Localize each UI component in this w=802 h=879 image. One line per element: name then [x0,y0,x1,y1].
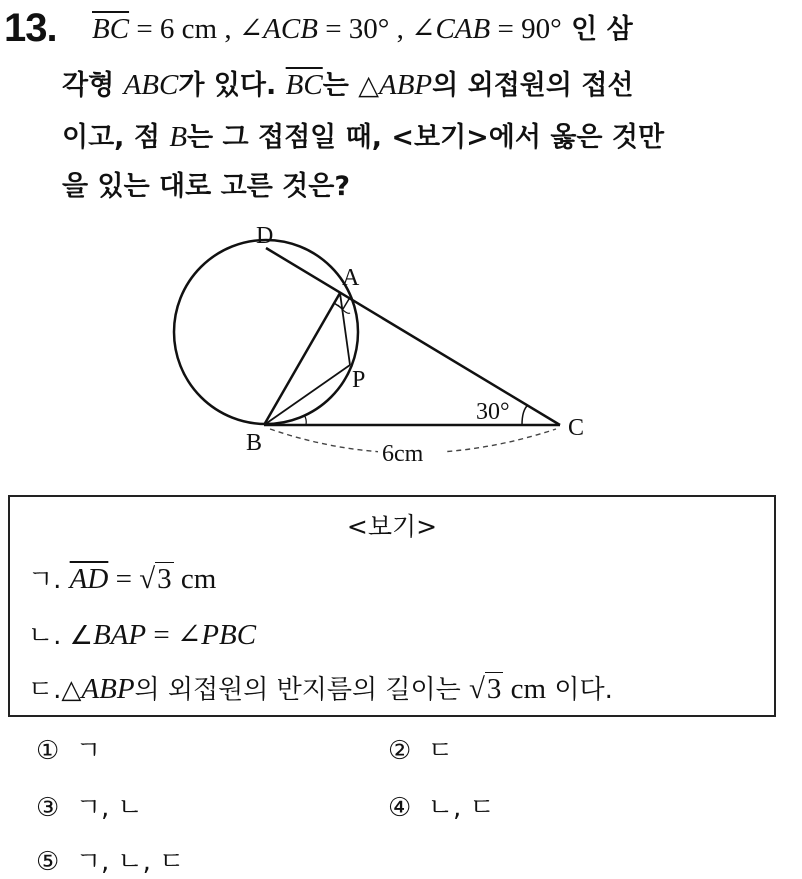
question-line-2 [62,68,634,103]
bogi-item-b [28,615,256,652]
line1-tail: 인 삼 [561,14,633,45]
line2-pre: 각형 [62,70,124,101]
choice-5-num: ⑤ [36,847,60,877]
question-line-1 [92,12,633,47]
triangle-abc: ABC [123,69,179,101]
sqrt-3-c-radicand: 3 [486,673,502,705]
line2-mid1: 가 있다. [178,70,286,101]
angle-label-30: 30° [476,399,510,425]
label-c: C [568,415,585,441]
choice-2[interactable] [388,730,453,767]
label-d: D [256,223,274,249]
bogi-a-marker: ㄱ. [28,565,70,595]
segment-ap-line [340,293,350,365]
bogi-b-eq: = ∠ [146,619,202,651]
label-a: A [342,265,360,291]
bogi-item-c [28,669,613,706]
angle-arc-pbc [304,415,306,425]
choice-1-num: ① [36,736,60,766]
line2-mid2: 는 △ [322,70,379,101]
line2-tail: 의 외접원의 접선 [432,70,634,101]
line3-pre: 이고, 점 [62,122,170,153]
choice-2-num: ② [388,736,412,766]
eq-cab: = 90° [490,13,562,45]
angle-acb: ACB [263,13,318,45]
point-b: B [169,121,188,153]
eq-acb: = 30° , ∠ [317,13,436,45]
angle-pbc: PBC [201,619,257,651]
angle-cab: CAB [435,13,491,45]
question-line-4: 을 있는 대로 고른 것은? [62,171,350,202]
bogi-a-unit: cm [173,563,217,595]
angle-arc-c [522,405,528,425]
choice-5-text: ㄱ, ㄴ, ㄷ [75,847,185,877]
line3-tail: 는 그 접점일 때, <보기>에서 옳은 것만 [187,122,665,153]
choice-3[interactable] [36,787,143,824]
choice-4-text: ㄴ, ㄷ [427,793,495,823]
segment-bc: $\overline{BC}$ [92,13,130,45]
segment-bp-line [264,365,350,425]
segment-bc-2: $\overline{BC}$ [285,69,323,101]
bogi-item-a [28,559,216,596]
choice-4[interactable] [388,787,495,824]
bogi-a-eq: = [108,563,140,595]
circumcircle [174,240,358,424]
triangle-abp-2: ABP [81,673,135,705]
choice-3-num: ③ [36,793,60,823]
sqrt-3-a-radicand: 3 [157,563,172,595]
choice-1[interactable] [36,730,101,767]
eq-bc: = 6 cm , ∠ [129,13,264,45]
bogi-box [8,495,776,717]
bogi-c-marker: ㄷ.△ [28,675,82,705]
bogi-c-tail: 이다. [546,675,613,705]
bogi-c-mid: 의 외접원의 반지름의 길이는 [134,675,469,705]
segment-da-c-line [266,248,560,425]
question-line-3 [62,120,664,155]
triangle-abp: ABP [378,69,433,101]
length-label-6cm: 6cm [382,441,424,467]
sqrt-3-a: √3 [139,563,172,595]
choice-4-num: ④ [388,793,412,823]
choice-5[interactable] [36,841,184,878]
bogi-b-marker: ㄴ. ∠ [28,621,93,651]
bogi-c-unit: cm [503,673,547,705]
label-b: B [246,430,263,456]
segment-ad: $\overline{AD}$ [69,563,109,595]
angle-bap: BAP [92,619,147,651]
segment-ab-line [264,293,340,425]
choice-2-text: ㄷ [427,736,453,766]
bogi-title: <보기> [346,512,438,541]
choice-3-text: ㄱ, ㄴ [75,793,143,823]
choice-1-text: ㄱ [75,736,101,766]
sqrt-3-c: √3 [469,673,502,705]
label-p: P [352,367,366,393]
question-number: 13. [4,6,57,50]
geometry-figure [0,215,802,475]
